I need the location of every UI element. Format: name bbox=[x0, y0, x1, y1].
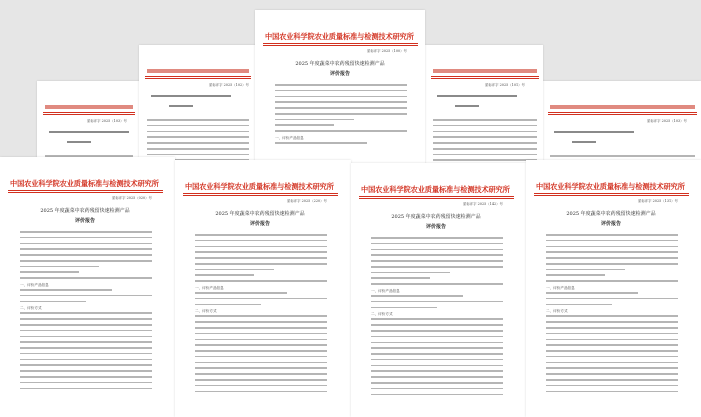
report-subtitle: 评价报告 bbox=[329, 71, 351, 77]
text-line bbox=[20, 266, 99, 268]
text-line bbox=[371, 249, 503, 251]
title-bar bbox=[554, 131, 634, 133]
report-subtitle: 评价报告 bbox=[600, 221, 622, 227]
header-rule bbox=[145, 76, 251, 79]
section-heading: 一、评价产品信息 bbox=[275, 136, 304, 141]
text-line bbox=[20, 370, 152, 372]
report-body bbox=[275, 84, 407, 148]
reference-number: 质标评字 2025（102）号 bbox=[209, 83, 249, 87]
text-line bbox=[371, 376, 503, 378]
report-body bbox=[20, 231, 152, 393]
text-line bbox=[546, 373, 678, 375]
report-subtitle: 评价报告 bbox=[74, 218, 96, 224]
section-heading: 一、评价产品信息 bbox=[371, 289, 400, 294]
text-line bbox=[371, 365, 503, 367]
text-line bbox=[546, 240, 678, 242]
report-document bbox=[0, 157, 175, 417]
text-line bbox=[546, 379, 678, 381]
text-line bbox=[195, 263, 327, 265]
text-line bbox=[546, 391, 678, 393]
text-line bbox=[275, 96, 407, 98]
text-line bbox=[433, 119, 537, 121]
subtitle-bar bbox=[572, 141, 596, 143]
text-line bbox=[275, 113, 407, 115]
text-line bbox=[195, 274, 254, 276]
institute-header: 中国农业科学院农业质量标准与检测技术研究所 bbox=[185, 182, 334, 191]
header-rule bbox=[534, 193, 689, 196]
text-line bbox=[371, 330, 503, 332]
text-line bbox=[371, 336, 503, 338]
text-line bbox=[546, 350, 678, 352]
text-line bbox=[195, 292, 287, 294]
title-bar bbox=[437, 95, 517, 97]
text-line bbox=[371, 307, 437, 309]
header-rule bbox=[43, 112, 135, 115]
report-document bbox=[526, 160, 701, 417]
text-line bbox=[275, 119, 354, 121]
text-line bbox=[546, 327, 678, 329]
text-line bbox=[147, 142, 249, 144]
text-line bbox=[20, 388, 152, 390]
header-rule bbox=[183, 193, 338, 196]
header-rule bbox=[8, 190, 163, 193]
text-line bbox=[20, 271, 79, 273]
subtitle-bar bbox=[455, 105, 479, 107]
text-line bbox=[371, 237, 503, 239]
reference-number: 质标评字 2025（103）号 bbox=[87, 119, 127, 123]
text-line bbox=[147, 119, 249, 121]
section-heading: 二、评价方式 bbox=[195, 309, 217, 314]
text-line bbox=[20, 324, 152, 326]
text-line bbox=[433, 142, 537, 144]
subtitle-bar bbox=[169, 105, 193, 107]
text-line bbox=[20, 254, 152, 256]
reference-number: 质标评字 2025（100）号 bbox=[367, 49, 407, 53]
reference-number: 质标评字 2025（103）号 bbox=[647, 119, 687, 123]
section-heading: 一、评价产品信息 bbox=[546, 286, 575, 291]
text-line bbox=[371, 272, 450, 274]
text-line bbox=[20, 277, 152, 279]
text-line bbox=[546, 356, 678, 358]
report-title: 2025 年度蔬菜中农药残留快速检测产品 bbox=[215, 211, 305, 217]
text-line bbox=[371, 283, 503, 285]
text-line bbox=[195, 234, 327, 236]
report-title: 2025 年度蔬菜中农药残留快速检测产品 bbox=[40, 208, 130, 214]
reference-number: 质标评字 2025（131）号 bbox=[638, 199, 678, 203]
text-line bbox=[371, 277, 430, 279]
text-line bbox=[433, 136, 537, 138]
institute-header: 中国农业科学院农业质量标准与检测技术研究所 bbox=[265, 32, 414, 41]
text-line bbox=[371, 353, 503, 355]
title-bar bbox=[49, 131, 129, 133]
institute-header: 中国农业科学院农业质量标准与检测技术研究所 bbox=[361, 185, 510, 194]
report-document bbox=[351, 163, 526, 417]
text-line bbox=[147, 136, 249, 138]
text-line bbox=[275, 142, 367, 144]
text-line bbox=[195, 269, 274, 271]
text-line bbox=[20, 260, 152, 262]
institute-header: 中国农业科学院农业质量标准与检测技术研究所 bbox=[10, 179, 159, 188]
text-line bbox=[20, 382, 152, 384]
reference-number: 质标评字 2025（101）号 bbox=[485, 83, 525, 87]
header-rule bbox=[263, 43, 418, 46]
text-line bbox=[147, 131, 249, 133]
text-line bbox=[275, 101, 407, 103]
text-line bbox=[546, 251, 678, 253]
text-line bbox=[147, 154, 249, 156]
text-line bbox=[546, 234, 678, 236]
text-line bbox=[371, 394, 503, 396]
text-line bbox=[371, 324, 503, 326]
text-line bbox=[371, 342, 503, 344]
text-line bbox=[371, 301, 503, 303]
text-line bbox=[546, 367, 678, 369]
text-line bbox=[546, 269, 625, 271]
text-line bbox=[195, 391, 327, 393]
reference-number: 质标评字 2025（020）号 bbox=[112, 196, 152, 200]
report-subtitle: 评价报告 bbox=[249, 221, 271, 227]
text-line bbox=[195, 321, 327, 323]
text-line bbox=[433, 154, 537, 156]
text-line bbox=[275, 84, 407, 86]
header-rule bbox=[548, 112, 697, 115]
text-line bbox=[20, 364, 152, 366]
text-line bbox=[20, 312, 152, 314]
header-text-bar bbox=[550, 105, 695, 109]
text-line bbox=[20, 231, 152, 233]
text-line bbox=[433, 159, 537, 161]
text-line bbox=[371, 266, 503, 268]
text-line bbox=[20, 341, 152, 343]
text-line bbox=[433, 131, 537, 133]
text-line bbox=[195, 327, 327, 329]
text-line bbox=[275, 124, 334, 126]
text-line bbox=[195, 344, 327, 346]
text-line bbox=[546, 333, 678, 335]
text-line bbox=[20, 318, 152, 320]
text-line bbox=[195, 251, 327, 253]
text-line bbox=[546, 263, 678, 265]
text-line bbox=[371, 254, 503, 256]
text-line bbox=[195, 304, 261, 306]
subtitle-bar bbox=[67, 141, 91, 143]
reference-number: 质标评字 2025（142）号 bbox=[463, 202, 503, 206]
header-rule bbox=[359, 196, 514, 199]
text-line bbox=[195, 367, 327, 369]
text-line bbox=[275, 107, 407, 109]
text-line bbox=[20, 376, 152, 378]
text-line bbox=[195, 373, 327, 375]
text-line bbox=[546, 321, 678, 323]
text-line bbox=[546, 246, 678, 248]
text-line bbox=[20, 237, 152, 239]
text-line bbox=[371, 382, 503, 384]
text-line bbox=[20, 301, 86, 303]
text-line bbox=[546, 280, 678, 282]
report-subtitle: 评价报告 bbox=[425, 224, 447, 230]
text-line bbox=[546, 315, 678, 317]
text-line bbox=[546, 274, 605, 276]
text-line bbox=[195, 298, 327, 300]
text-line bbox=[371, 388, 503, 390]
text-line bbox=[195, 333, 327, 335]
header-text-bar bbox=[147, 69, 249, 73]
text-line bbox=[147, 148, 249, 150]
text-line bbox=[195, 362, 327, 364]
text-line bbox=[546, 304, 612, 306]
report-title: 2025 年度蔬菜中农药残留快速检测产品 bbox=[566, 211, 656, 217]
text-line bbox=[195, 315, 327, 317]
text-line bbox=[20, 336, 152, 338]
header-text-bar bbox=[45, 105, 133, 109]
text-line bbox=[20, 289, 112, 291]
text-line bbox=[195, 339, 327, 341]
text-line bbox=[20, 353, 152, 355]
text-line bbox=[546, 257, 678, 259]
report-body bbox=[371, 237, 503, 399]
text-line bbox=[275, 130, 407, 132]
report-document bbox=[175, 160, 351, 417]
text-line bbox=[195, 356, 327, 358]
text-line bbox=[195, 350, 327, 352]
text-line bbox=[371, 359, 503, 361]
section-heading: 一、评价产品信息 bbox=[20, 283, 49, 288]
report-title: 2025 年度蔬菜中农药残留快速检测产品 bbox=[391, 214, 481, 220]
text-line bbox=[20, 248, 152, 250]
text-line bbox=[195, 240, 327, 242]
text-line bbox=[546, 362, 678, 364]
text-line bbox=[546, 292, 638, 294]
report-body bbox=[195, 234, 327, 396]
reference-number: 质标评字 2025（220）号 bbox=[287, 199, 327, 203]
text-line bbox=[20, 295, 152, 297]
text-line bbox=[20, 330, 152, 332]
header-rule bbox=[431, 76, 539, 79]
text-line bbox=[433, 148, 537, 150]
text-line bbox=[195, 385, 327, 387]
text-line bbox=[371, 370, 503, 372]
report-body bbox=[546, 234, 678, 396]
text-line bbox=[20, 243, 152, 245]
text-line bbox=[195, 280, 327, 282]
text-line bbox=[546, 344, 678, 346]
text-line bbox=[546, 385, 678, 387]
text-line bbox=[433, 125, 537, 127]
text-line bbox=[147, 125, 249, 127]
text-line bbox=[550, 155, 695, 157]
text-line bbox=[20, 359, 152, 361]
text-line bbox=[546, 339, 678, 341]
section-heading: 二、评价方式 bbox=[371, 312, 393, 317]
text-line bbox=[371, 243, 503, 245]
text-line bbox=[195, 246, 327, 248]
report-title: 2025 年度蔬菜中农药残留快速检测产品 bbox=[295, 61, 385, 67]
title-bar bbox=[151, 95, 231, 97]
section-heading: 二、评价方式 bbox=[546, 309, 568, 314]
institute-header: 中国农业科学院农业质量标准与检测技术研究所 bbox=[536, 182, 685, 191]
section-heading: 二、评价方式 bbox=[20, 306, 42, 311]
header-text-bar bbox=[433, 69, 537, 73]
text-line bbox=[195, 257, 327, 259]
text-line bbox=[371, 318, 503, 320]
text-line bbox=[546, 298, 678, 300]
text-line bbox=[195, 379, 327, 381]
text-line bbox=[371, 260, 503, 262]
text-line bbox=[371, 347, 503, 349]
text-line bbox=[275, 90, 407, 92]
section-heading: 一、评价产品信息 bbox=[195, 286, 224, 291]
text-line bbox=[371, 295, 463, 297]
text-line bbox=[20, 347, 152, 349]
